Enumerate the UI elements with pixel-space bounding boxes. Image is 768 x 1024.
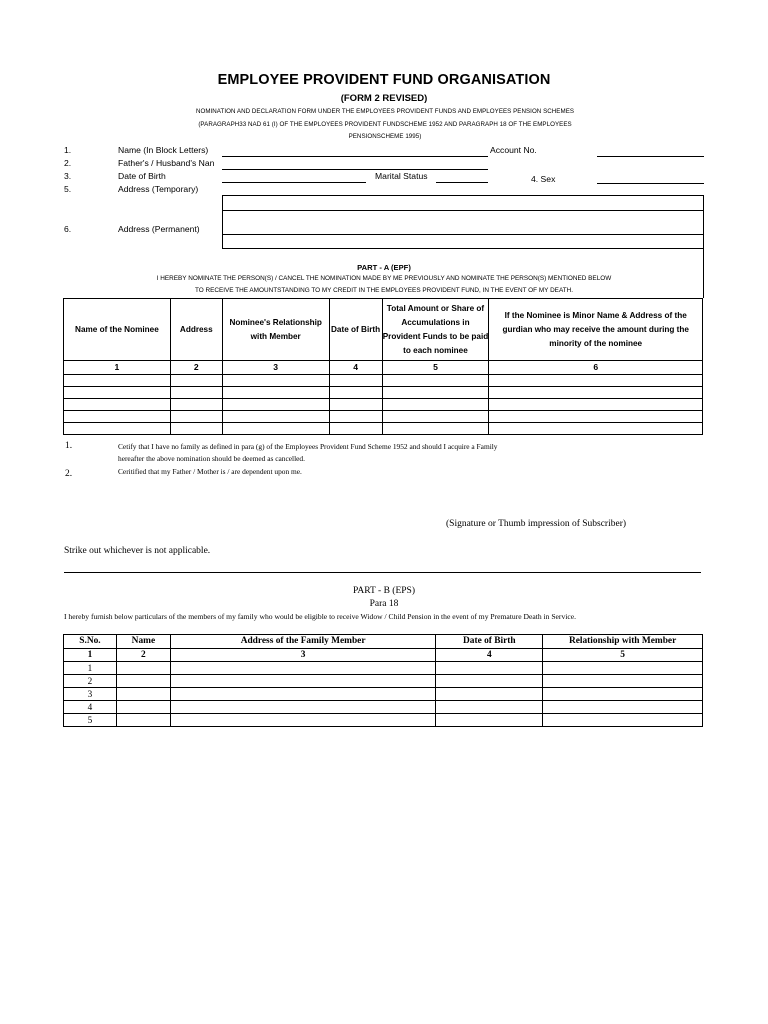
marital-status-label: Marital Status xyxy=(375,171,428,181)
column-number: 5 xyxy=(543,649,703,662)
table-row xyxy=(64,714,703,727)
form-title: EMPLOYEE PROVIDENT FUND ORGANISATION xyxy=(217,72,551,88)
column-number: 1 xyxy=(64,361,171,375)
nominee-cell[interactable] xyxy=(489,375,703,387)
address-header: Address of the Family Member xyxy=(170,635,436,649)
nominee-cell[interactable] xyxy=(64,411,171,423)
nominee-cell[interactable] xyxy=(382,411,489,423)
nominee-cell[interactable] xyxy=(222,423,329,435)
part-a-line-2: TO RECEIVE THE AMOUNTSTANDING TO MY CREDIT IN THE EMPLOYEES PROVIDENT FUND, IN THE EVENT OF MY DEATH. xyxy=(194,287,574,294)
family-cell[interactable] xyxy=(436,714,543,727)
declaration-number-2: 2. xyxy=(65,469,73,479)
part-b-text: I hereby furnish below particulars of the members of my family who would be eligible to receive Widow / Child Pension in the event of my Premature Death in Service. xyxy=(64,612,576,621)
nominee-cell[interactable] xyxy=(170,387,222,399)
family-cell[interactable] xyxy=(436,688,543,701)
column-number: 5 xyxy=(382,361,489,375)
declaration-1-line-2: hereafter the above nomination should be deemed as cancelled. xyxy=(118,454,305,463)
family-cell[interactable] xyxy=(170,714,436,727)
field-number-2: 2. xyxy=(64,158,72,168)
dob-header: Date of Birth xyxy=(436,635,543,649)
nominee-name-header: Name of the Nominee xyxy=(64,299,171,361)
family-cell[interactable] xyxy=(116,701,170,714)
marital-status-input-line[interactable] xyxy=(436,182,488,183)
family-cell[interactable] xyxy=(170,675,436,688)
declaration-number-1: 1. xyxy=(65,441,73,451)
sex-label: 4. Sex xyxy=(531,174,556,184)
nominee-cell[interactable] xyxy=(222,375,329,387)
field-number-5: 5. xyxy=(64,184,72,194)
part-b-para: Para 18 xyxy=(369,599,399,609)
column-number: 3 xyxy=(170,649,436,662)
section-divider xyxy=(64,572,701,573)
nominee-cell[interactable] xyxy=(382,423,489,435)
address-frame-left xyxy=(222,195,223,248)
row-number: 5 xyxy=(64,714,117,727)
part-b-title: PART - B (EPS) xyxy=(353,586,415,596)
family-cell[interactable] xyxy=(543,688,703,701)
family-cell[interactable] xyxy=(116,714,170,727)
nominee-relationship-header: Nominee's Relationship with Member xyxy=(222,299,329,361)
intro-line-1: NOMINATION AND DECLARATION FORM UNDER THE EMPLOYEES PROVIDENT FUNDS AND EMPLOYEES PENSION SCHEMES xyxy=(195,108,575,115)
table-row xyxy=(64,411,703,423)
column-number: 2 xyxy=(170,361,222,375)
temporary-address-input-line-1[interactable] xyxy=(222,195,704,196)
part-a-line-1: I HEREBY NOMINATE THE PERSON(S) / CANCEL THE NOMINATION MADE BY ME PREVIOUSLY AND NOMINATE THE PERSON(S) MENTIONED BELOW xyxy=(156,275,612,282)
declaration-2: Ceritified that my Father / Mother is / are dependent upon me. xyxy=(118,467,302,476)
nominee-table xyxy=(63,298,703,435)
column-number: 4 xyxy=(436,649,543,662)
signature-label: (Signature or Thumb impression of Subscriber) xyxy=(446,519,627,529)
nominee-cell[interactable] xyxy=(64,375,171,387)
nominee-cell[interactable] xyxy=(489,399,703,411)
family-cell[interactable] xyxy=(543,701,703,714)
declaration-1-line-1: Cetify that I have no family as defined in para (g) of the Employees Provident Fund Scheme 1952 and should I acquire a Family xyxy=(118,442,498,451)
nominee-cell[interactable] xyxy=(222,399,329,411)
family-cell[interactable] xyxy=(116,662,170,675)
table-row xyxy=(64,675,703,688)
nominee-cell[interactable] xyxy=(489,387,703,399)
row-number: 4 xyxy=(64,701,117,714)
nominee-cell[interactable] xyxy=(222,387,329,399)
nominee-cell[interactable] xyxy=(64,399,171,411)
nominee-cell[interactable] xyxy=(489,423,703,435)
intro-line-3: PENSIONSCHEME 1995) xyxy=(348,133,422,140)
row-number: 2 xyxy=(64,675,117,688)
nominee-cell[interactable] xyxy=(329,411,382,423)
column-number: 6 xyxy=(489,361,703,375)
column-number: 3 xyxy=(222,361,329,375)
table-row xyxy=(64,399,703,411)
column-number: 2 xyxy=(116,649,170,662)
sex-input-line[interactable] xyxy=(597,183,704,184)
row-number: 1 xyxy=(64,662,117,675)
name-label: Name (In Block Letters) xyxy=(118,145,209,155)
permanent-address-input-line-1[interactable] xyxy=(222,234,704,235)
intro-line-2: (PARAGRAPH33 NAD 61 (I) OF THE EMPLOYEES PROVIDENT FUNDSCHEME 1952 AND PARAGRAPH 18 OF THE EMPLOYEES xyxy=(198,120,572,128)
family-cell[interactable] xyxy=(116,688,170,701)
nominee-address-header: Address xyxy=(170,299,222,361)
family-cell[interactable] xyxy=(170,701,436,714)
address-frame-right xyxy=(703,195,704,298)
temporary-address-label: Address (Temporary) xyxy=(118,184,199,194)
nominee-cell[interactable] xyxy=(329,375,382,387)
permanent-address-label: Address (Permanent) xyxy=(118,224,200,234)
row-number: 3 xyxy=(64,688,117,701)
field-number-6: 6. xyxy=(64,224,72,234)
family-cell[interactable] xyxy=(116,675,170,688)
part-a-title: PART - A (EPF) xyxy=(357,263,411,272)
temporary-address-input-line-2[interactable] xyxy=(222,210,704,211)
dob-input-line[interactable] xyxy=(222,182,366,183)
form-subtitle: (FORM 2 REVISED) xyxy=(340,93,428,104)
nominee-cell[interactable] xyxy=(170,399,222,411)
sno-header: S.No. xyxy=(64,635,117,649)
nominee-cell[interactable] xyxy=(382,399,489,411)
strike-out-note: Strike out whichever is not applicable. xyxy=(64,546,211,556)
field-number-1: 1. xyxy=(64,145,72,155)
nominee-cell[interactable] xyxy=(382,387,489,399)
nominee-dob-header: Date of Birth xyxy=(329,299,382,361)
column-number: 1 xyxy=(64,649,117,662)
family-cell[interactable] xyxy=(436,662,543,675)
family-cell[interactable] xyxy=(436,701,543,714)
nominee-cell[interactable] xyxy=(64,423,171,435)
family-cell[interactable] xyxy=(170,662,436,675)
account-input-line[interactable] xyxy=(597,156,704,157)
table-row xyxy=(64,701,703,714)
account-label: Account No. xyxy=(490,145,537,155)
nominee-cell[interactable] xyxy=(382,375,489,387)
nominee-share-header: Total Amount or Share of Accumulations in Provident Funds to be paid to each nominee xyxy=(382,299,489,361)
nominee-cell[interactable] xyxy=(329,399,382,411)
family-cell[interactable] xyxy=(170,688,436,701)
nominee-cell[interactable] xyxy=(329,423,382,435)
table-row xyxy=(64,387,703,399)
name-input-line[interactable] xyxy=(222,156,488,157)
family-cell[interactable] xyxy=(543,662,703,675)
father-husband-label: Father's / Husband's Nan xyxy=(118,158,215,168)
family-cell[interactable] xyxy=(543,675,703,688)
relationship-header: Relationship with Member xyxy=(543,635,703,649)
nominee-guardian-header: If the Nominee is Minor Name & Address of the gurdian who may receive the amount during the minority of the nominee xyxy=(489,299,703,361)
nominee-cell[interactable] xyxy=(222,411,329,423)
nominee-cell[interactable] xyxy=(170,375,222,387)
family-cell[interactable] xyxy=(543,714,703,727)
form-intro xyxy=(160,106,610,144)
nominee-cell[interactable] xyxy=(64,387,171,399)
nominee-cell[interactable] xyxy=(170,423,222,435)
permanent-address-input-line-2[interactable] xyxy=(222,248,704,249)
family-cell[interactable] xyxy=(436,675,543,688)
table-row xyxy=(64,375,703,387)
column-number: 4 xyxy=(329,361,382,375)
family-member-table xyxy=(63,634,703,727)
nominee-cell[interactable] xyxy=(489,411,703,423)
table-row xyxy=(64,662,703,675)
nominee-cell[interactable] xyxy=(170,411,222,423)
declaration-1 xyxy=(118,441,498,465)
father-husband-input-line[interactable] xyxy=(222,169,488,170)
dob-label: Date of Birth xyxy=(118,171,166,181)
name-header: Name xyxy=(116,635,170,649)
nominee-cell[interactable] xyxy=(329,387,382,399)
table-row xyxy=(64,423,703,435)
table-row xyxy=(64,688,703,701)
field-number-3: 3. xyxy=(64,171,72,181)
